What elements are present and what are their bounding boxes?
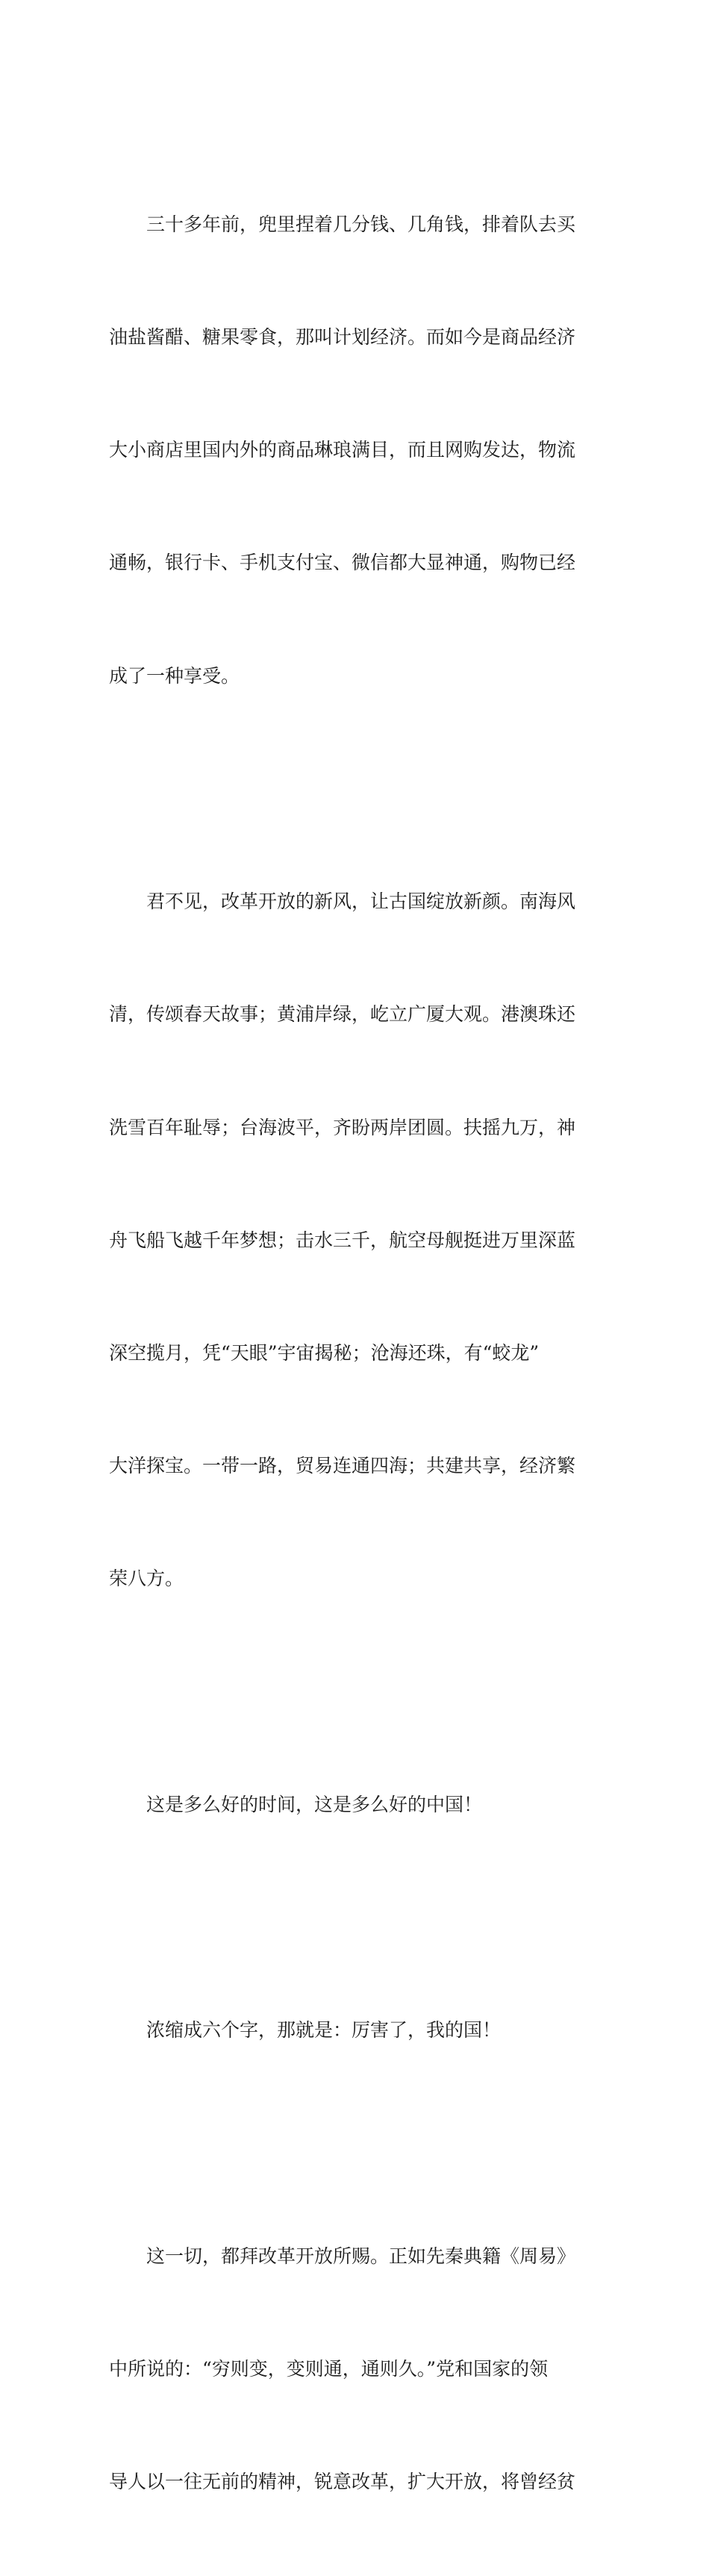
paragraph-line: 成了一种享受。 bbox=[109, 664, 240, 687]
paragraph-good-times bbox=[109, 1711, 602, 1899]
paragraph-six-characters bbox=[109, 1936, 602, 2124]
paragraph-line: 浓缩成六个字，那就是：厉害了，我的国！ bbox=[146, 2019, 502, 2042]
paragraph-reform-achievements bbox=[109, 808, 602, 1673]
paragraph-line: 清，传颂春天故事；黄浦岸绿，屹立广厦大观。港澳珠还 bbox=[109, 1003, 576, 1026]
paragraph-line: 这一切，都拜改革开放所赐。正如先秦典籍《周易》 bbox=[146, 2245, 576, 2267]
paragraph-line: 中所说的：“穷则变，变则通，通则久。”党和国家的领 bbox=[109, 2357, 549, 2380]
paragraph-line: 荣八方。 bbox=[109, 1568, 184, 1590]
paragraph-line: 深空揽月，凭“天眼”宇宙揭秘；沧海还珠，有“蛟龙” bbox=[109, 1341, 540, 1364]
paragraph-line: 通畅，银行卡、手机支付宝、微信都大显神通，购物已经 bbox=[109, 552, 576, 574]
paragraph-line: 导人以一往无前的精神，锐意改革，扩大开放，将曾经贫 bbox=[109, 2471, 576, 2493]
paragraph-line: 油盐酱醋、糖果零食，那叫计划经济。而如今是商品经济 bbox=[109, 326, 576, 349]
paragraph-line: 大洋探宝。一带一路，贸易连通四海；共建共享，经济繁 bbox=[109, 1455, 576, 1477]
paragraph-line: 舟飞船飞越千年梦想；击水三千，航空母舰挺进万里深蓝 bbox=[109, 1229, 576, 1251]
paragraph-line: 君不见，改革开放的新风，让古国绽放新颜。南海风 bbox=[146, 891, 576, 913]
paragraph-line: 这是多么好的时间，这是多么好的中国！ bbox=[146, 1793, 483, 1815]
paragraph-line: 洗雪百年耻辱；台海波平，齐盼两岸团圆。扶摇九万，神 bbox=[109, 1116, 576, 1138]
paragraph-line: 大小商店里国内外的商品琳琅满目，而且网购发达，物流 bbox=[109, 439, 576, 461]
paragraph-zhouyi bbox=[109, 2162, 602, 2576]
document-body bbox=[109, 131, 602, 2576]
paragraph-line: 三十多年前，兜里捏着几分钱、几角钱，排着队去买 bbox=[146, 213, 576, 235]
paragraph-shopping bbox=[109, 131, 602, 770]
